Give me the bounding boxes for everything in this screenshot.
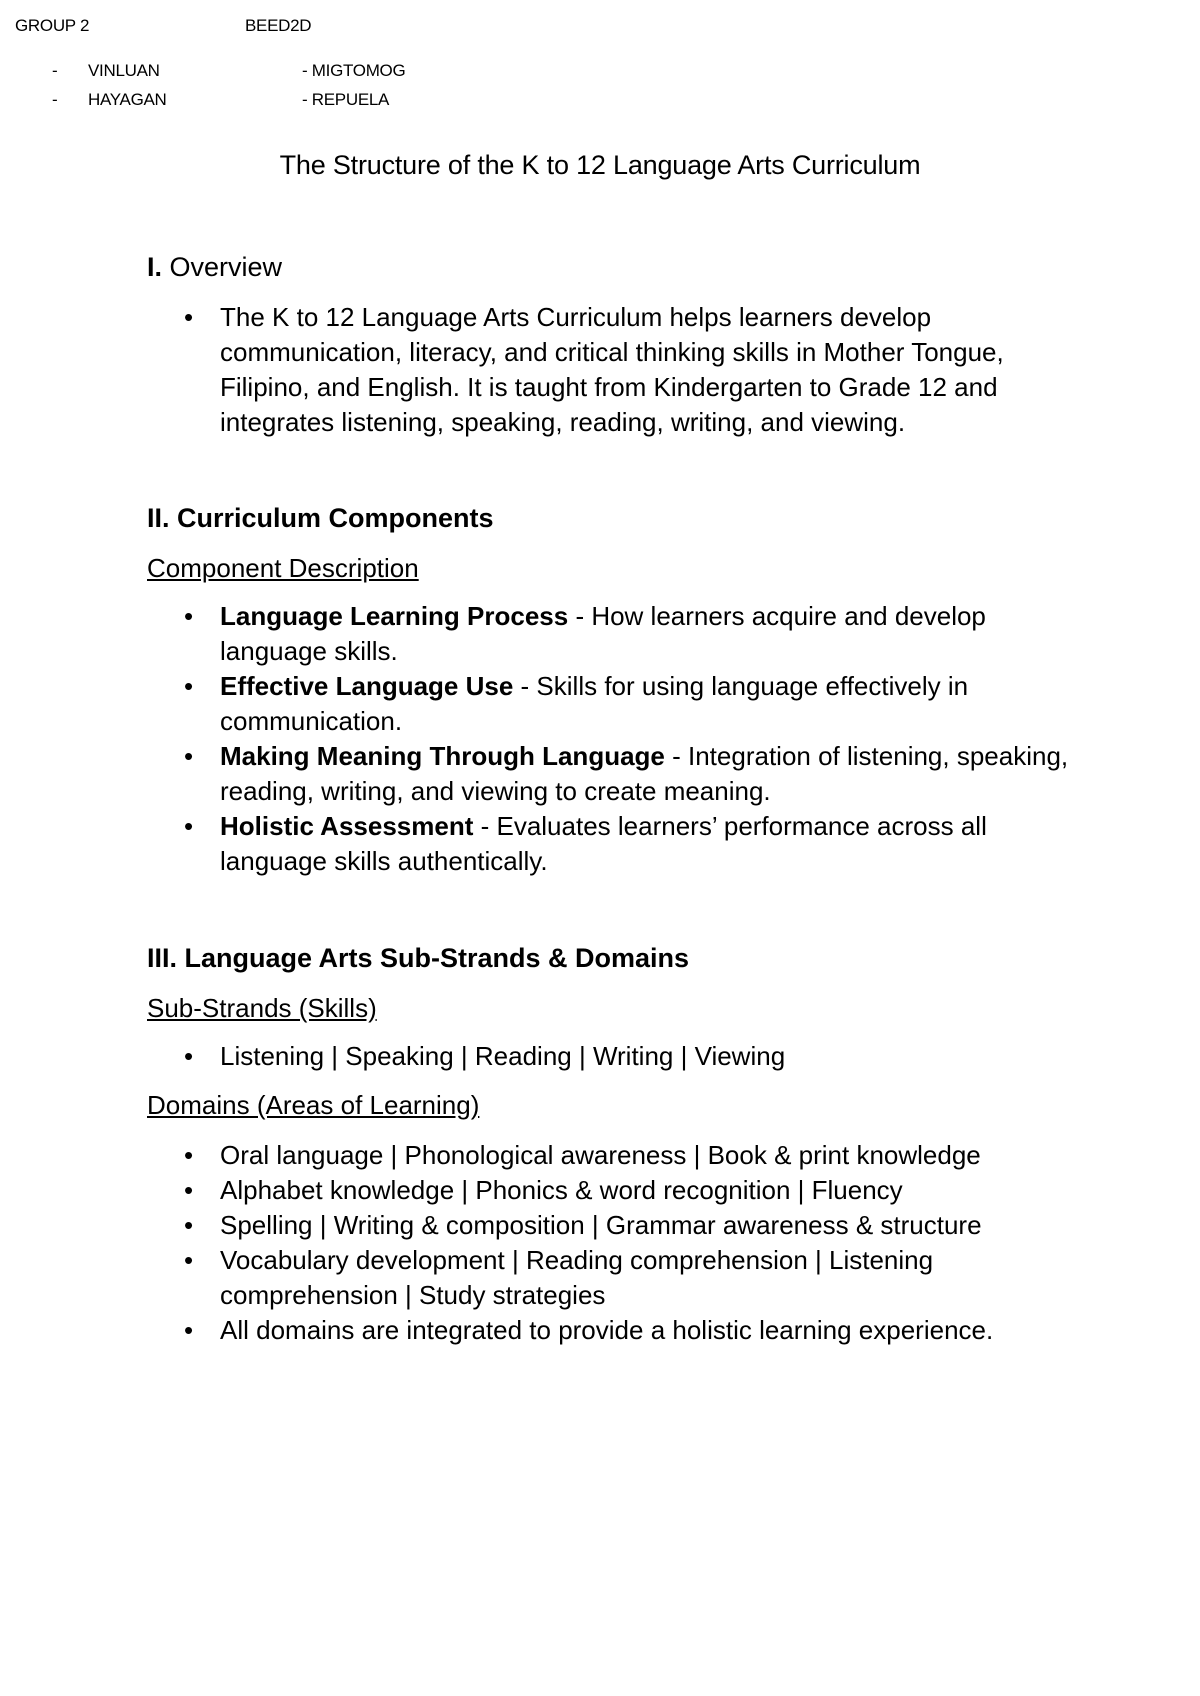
list-item: • Alphabet knowledge | Phonics & word recognition | Fluency: [220, 1173, 1097, 1208]
component-term: Language Learning Process: [220, 601, 569, 631]
list-item: • Spelling | Writing & composition | Grammar awareness & structure: [220, 1208, 1097, 1243]
member-name: - MIGTOMOG: [302, 61, 406, 80]
dash-marker: -: [52, 90, 58, 109]
domains-list: [147, 1138, 1097, 1348]
section-heading-strands: III. Language Arts Sub-Strands & Domains: [147, 943, 690, 973]
member-name: - REPUELA: [302, 90, 390, 109]
list-item: [220, 599, 1097, 669]
dash-marker: -: [52, 61, 58, 80]
list-item: • All domains are integrated to provide a holistic learning experience.: [220, 1313, 1097, 1348]
section-heading-text: Overview: [162, 252, 283, 282]
component-desc: - How learners acquire and develop language skills.: [220, 601, 986, 666]
sub-strands-subheading: Sub-Strands (Skills): [147, 993, 377, 1023]
list-item: • Listening | Speaking | Reading | Writing | Viewing: [220, 1039, 1097, 1074]
document-title: The Structure of the K to 12 Language Arts Curriculum: [279, 150, 921, 180]
component-desc: - Skills for using language effectively in communication.: [220, 671, 969, 736]
list-item: • Vocabulary development | Reading comprehension | Listening comprehension | Study strategies: [220, 1243, 1097, 1313]
member-name: HAYAGAN: [88, 90, 167, 109]
member-name: VINLUAN: [88, 61, 160, 80]
component-description-subheading: Component Description: [147, 553, 419, 583]
list-item: [220, 739, 1097, 809]
section-numeral: I.: [147, 252, 163, 282]
component-desc: - Integration of listening, speaking, reading, writing, and viewing to create meaning.: [220, 741, 1069, 806]
sub-strands-list: [147, 1039, 1097, 1074]
list-item: [220, 669, 1097, 739]
document-body: [147, 250, 1097, 1348]
component-term: Effective Language Use: [220, 671, 514, 701]
section-heading-overview: [147, 250, 1097, 284]
member-item: [52, 61, 160, 81]
component-term: Holistic Assessment: [220, 811, 474, 841]
domains-subheading: Domains (Areas of Learning): [147, 1090, 480, 1120]
overview-list: [147, 300, 1097, 440]
section-label: BEED2D: [245, 16, 312, 35]
component-desc: - Evaluates learners’ performance across all language skills authentically.: [220, 811, 987, 876]
section-heading-components: II. Curriculum Components: [147, 503, 494, 533]
component-term: Making Meaning Through Language: [220, 741, 665, 771]
list-item: [220, 809, 1097, 879]
components-list: [147, 599, 1097, 879]
list-item: • Oral language | Phonological awareness | Book & print knowledge: [220, 1138, 1097, 1173]
list-item: • The K to 12 Language Arts Curriculum helps learners develop communication, literacy, and critical thinking skills in Mother Tongue, Filipino, and English. It is taught from Kindergarten to Grade 12 and integrates listening, speaking, reading, writing, and viewing.: [220, 300, 1097, 440]
group-label: GROUP 2: [15, 16, 90, 35]
member-item: [52, 90, 167, 110]
